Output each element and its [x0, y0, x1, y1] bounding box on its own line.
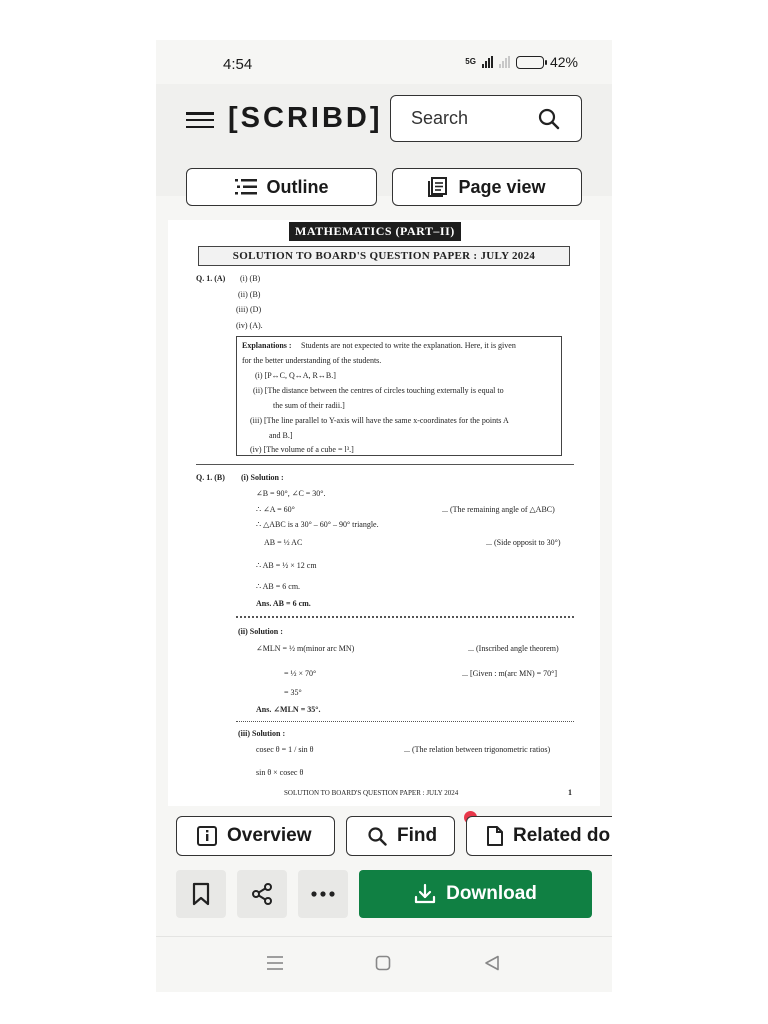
more-options-button[interactable]: [298, 870, 348, 918]
solution-line: cosec θ = 1 / sin θ: [256, 745, 314, 754]
signal-icon: [482, 56, 493, 68]
q1a-answer: (ii) (B): [238, 290, 261, 299]
solution-line: ∴ ∠A = 60°: [256, 505, 295, 514]
q1b-part3-heading: (iii) Solution :: [238, 729, 286, 738]
explanations-heading: Explanations :: [242, 341, 292, 350]
share-icon: [250, 882, 274, 906]
find-tab[interactable]: [346, 816, 455, 856]
explanation-item: (iv) [The volume of a cube = l³.]: [250, 445, 354, 454]
battery-percent: 42%: [549, 54, 578, 70]
dotted-divider: [236, 616, 574, 618]
solution-line: ∠MLN = ½ m(minor arc MN): [256, 644, 355, 653]
solution-line: = 35°: [284, 688, 302, 697]
system-navigation-bar: [156, 936, 612, 992]
search-box[interactable]: [390, 95, 582, 142]
hamburger-menu-icon[interactable]: [186, 109, 214, 131]
scribd-logo[interactable]: [SCRIBD]: [228, 102, 383, 134]
explanations-intro: for the better understanding of the students.: [242, 356, 382, 365]
explanation-item: (ii) [The distance between the centres of circles touching externally is equal to: [253, 386, 504, 395]
section-divider: [196, 464, 574, 465]
find-label: Find: [397, 825, 438, 846]
document-icon: [487, 826, 503, 846]
page-view-label: Page view: [458, 176, 546, 197]
q1b-part1-heading: (i) Solution :: [241, 473, 284, 482]
page-number: 1: [568, 788, 572, 797]
q1a-answer: (iii) (D): [236, 305, 262, 314]
solution-note: ... (Inscribed angle theorem): [468, 644, 559, 653]
search-placeholder: Search: [411, 108, 469, 128]
download-label: Download: [446, 883, 537, 904]
bottom-tabs: [176, 816, 612, 856]
document-page[interactable]: [168, 220, 600, 806]
related-label: Related do: [513, 825, 611, 846]
list-icon: [235, 177, 257, 197]
network-type: 5G: [465, 57, 476, 66]
solution-line: ∴ AB = 6 cm.: [256, 582, 301, 591]
solution-line: sin θ × cosec θ: [256, 768, 304, 777]
page-view-icon: [428, 177, 448, 197]
q1b-part2-heading: (ii) Solution :: [238, 627, 283, 636]
explanation-item: and B.]: [269, 431, 293, 440]
page-view-button[interactable]: [392, 168, 582, 206]
overview-label: Overview: [227, 825, 312, 846]
explanation-item: (iii) [The line parallel to Y-axis will have the same x-coordinates for the points A: [250, 416, 509, 425]
solution-line: AB = ½ AC: [264, 538, 303, 547]
back-icon[interactable]: [484, 955, 500, 971]
q1a-answer: (i) (B): [240, 274, 261, 283]
search-icon: [367, 826, 387, 846]
status-bar: [156, 40, 612, 84]
more-icon: [310, 890, 336, 898]
outline-label: Outline: [266, 176, 329, 197]
document-title: MATHEMATICS (PART–II): [289, 222, 461, 241]
bookmark-button[interactable]: [176, 870, 226, 918]
battery-icon: [516, 56, 544, 69]
explanation-item: (i) [P↔C, Q↔A, R↔B.]: [255, 371, 336, 380]
outline-button[interactable]: [186, 168, 377, 206]
status-icons: [465, 54, 578, 70]
solution-line: ∠B = 90°, ∠C = 30°.: [256, 489, 326, 498]
action-bar: [176, 870, 592, 918]
home-icon[interactable]: [375, 955, 391, 971]
q1a-answer: (iv) (A).: [236, 321, 263, 330]
signal-2-icon: [499, 56, 510, 68]
solution-line: = ½ × 70°: [284, 669, 317, 678]
dotted-divider: [236, 721, 574, 722]
status-time: 4:54: [223, 56, 253, 73]
document-subtitle: SOLUTION TO BOARD'S QUESTION PAPER : JULY 2024: [198, 246, 570, 266]
solution-line: ∴ AB = ½ × 12 cm: [256, 561, 317, 570]
explanation-item: the sum of their radii.]: [273, 401, 345, 410]
explanations-box: [236, 336, 562, 456]
explanations-intro: Students are not expected to write the explanation. Here, it is given: [301, 341, 516, 350]
solution-line: ∴ △ABC is a 30° – 60° – 90° triangle.: [256, 520, 379, 529]
phone-screen: [156, 40, 612, 992]
overview-tab[interactable]: [176, 816, 335, 856]
share-button[interactable]: [237, 870, 287, 918]
solution-note: ... (The relation between trigonometric ratios): [404, 745, 551, 754]
download-icon: [414, 883, 436, 905]
search-icon: [537, 107, 561, 131]
download-button[interactable]: [359, 870, 592, 918]
solution-note: ... [Given : m(arc MN) = 70°]: [462, 669, 558, 678]
recent-apps-icon[interactable]: [266, 955, 284, 971]
solution-note: ... (Side opposit to 30°): [486, 538, 561, 547]
page-footer: SOLUTION TO BOARD'S QUESTION PAPER : JULY 2024: [284, 789, 459, 797]
solution-answer: Ans. AB = 6 cm.: [256, 599, 311, 608]
q1b-label: Q. 1. (B): [196, 473, 225, 482]
related-documents-tab[interactable]: [466, 816, 612, 856]
solution-note: ... (The remaining angle of △ABC): [442, 505, 555, 514]
q1a-label: Q. 1. (A): [196, 274, 226, 283]
info-icon: [197, 826, 217, 846]
bookmark-icon: [191, 882, 211, 906]
solution-answer: Ans. ∠MLN = 35°.: [256, 705, 321, 714]
